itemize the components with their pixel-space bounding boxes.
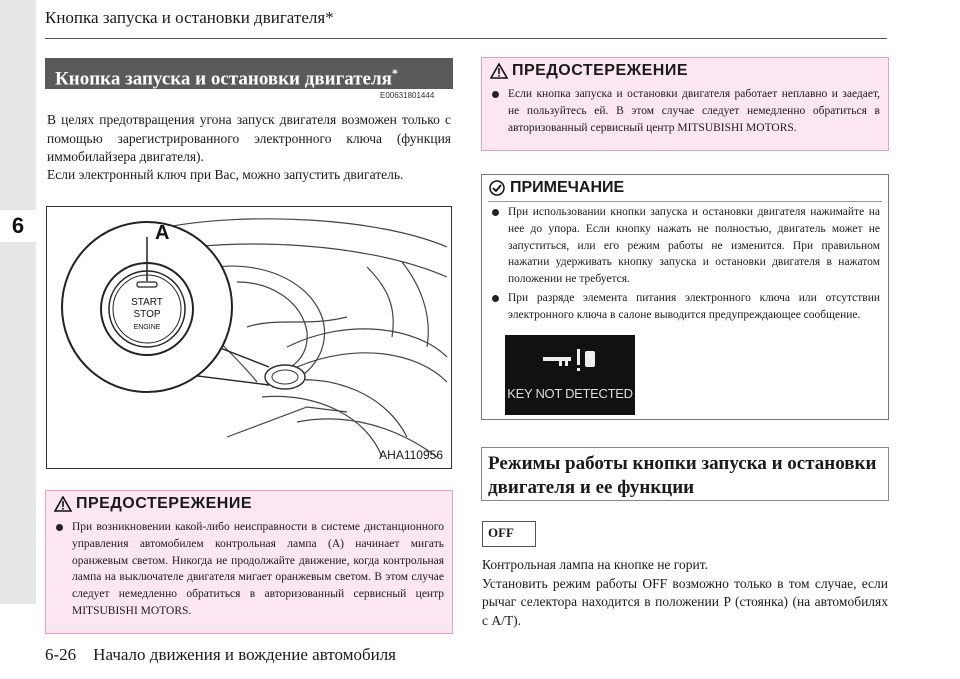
modes-paragraph-2: Установить режим работы OFF возможно только в том случае, если рычаг селектора находится в положении P (стоянка) (на автомобилях с A/T). — [482, 575, 888, 628]
warning-box-left — [45, 490, 453, 634]
note-text-1: При использовании кнопки запуска и остановки двигателя нажимайте на нее до упора. Если кнопку нажать не полностью, двигатель может не запуститься, или его режим работы не изменится. При правильном нажатии удерживать кнопку запуска и остановки двигателя в нажатом положении не требуется. — [508, 206, 880, 286]
check-note-icon — [488, 180, 506, 196]
warning-text-right: Если кнопка запуска и остановки двигателя работает неплавно и заедает, не пользуйтесь ей. В этом случае следует немедленно обратиться в авторизованный сервисный центр MITSUBISHI MOTORS. — [508, 88, 880, 134]
page-header-title: Кнопка запуска и остановки двигателя* — [45, 8, 334, 27]
section-asterisk: * — [391, 66, 398, 80]
figure-start-button — [46, 206, 452, 469]
key-warning-icon — [505, 335, 635, 385]
figure-code: AHA110956 — [379, 448, 443, 462]
page-footer — [45, 645, 396, 665]
section-code: E00631801444 — [380, 91, 435, 100]
warning-item-right — [482, 84, 888, 142]
sidebar-strip — [0, 0, 36, 604]
warning-text-left: При возникновении какой-либо неисправности в системе дистанционного управления автомобилем контрольная лампа (А) начинает мигать оранжевым светом. Никогда не продолжайте движение, когда контрольная лампа на выключателе двигателя мигает оранжевым светом. В этом случае следует немедленно обратиться в авторизованный сервисный центр MITSUBISHI MOTORS. — [72, 521, 444, 617]
warning-item-left — [46, 517, 452, 626]
button-text-start: START — [131, 297, 163, 308]
warning-box-right — [481, 57, 889, 151]
warning-heading-left — [46, 491, 452, 517]
intro-paragraph-1: В целях предотвращения угона запуск двигателя возможен только с помощью зарегистрированного электронного ключа (функция иммобилайзера двигателя). — [47, 112, 451, 164]
off-mode-label: OFF — [482, 521, 536, 547]
note-heading-text: ПРИМЕЧАНИЕ — [510, 179, 625, 196]
label-a: A — [155, 222, 170, 244]
button-text-stop: STOP — [133, 309, 161, 320]
bullet-icon — [492, 295, 499, 302]
warning-triangle-icon — [490, 63, 508, 79]
footer-chapter-title: Начало движения и вождение автомобиля — [93, 645, 397, 664]
key-not-detected-display — [505, 335, 635, 415]
modes-section-title-box — [481, 447, 889, 501]
note-heading — [482, 175, 888, 201]
bullet-icon — [492, 209, 499, 216]
section-title: Кнопка запуска и остановки двигателя — [55, 68, 392, 90]
warning-heading-text-left: ПРЕДОСТЕРЕЖЕНИЕ — [76, 495, 252, 512]
note-item-1 — [482, 202, 888, 288]
dashboard-illustration — [47, 207, 452, 469]
bullet-icon — [56, 524, 63, 531]
header-divider — [45, 38, 887, 39]
warning-heading-right — [482, 58, 888, 84]
note-text-2: При разряде элемента питания электронного ключа или отсутствии электронного ключа в салоне выводится предупреждающее сообщение. — [508, 291, 880, 321]
note-item-2 — [482, 288, 888, 324]
modes-section-title: Режимы работы кнопки запуска и остановки двигателя и ее функции — [488, 453, 877, 498]
modes-text — [482, 556, 888, 630]
display-text: KEY NOT DETECTED — [507, 386, 633, 401]
warning-triangle-icon — [54, 496, 72, 512]
button-text-engine: ENGINE — [133, 324, 161, 331]
warning-heading-text-right: ПРЕДОСТЕРЕЖЕНИЕ — [512, 62, 688, 79]
chapter-tab: 6 — [0, 210, 36, 242]
page-number: 6-26 — [45, 645, 77, 664]
bullet-icon — [492, 91, 499, 98]
section-title-bar — [45, 58, 453, 89]
modes-paragraph-1: Контрольная лампа на кнопке не горит. — [482, 557, 708, 572]
intro-paragraph-2: Если электронный ключ при Вас, можно запустить двигатель. — [47, 167, 404, 182]
